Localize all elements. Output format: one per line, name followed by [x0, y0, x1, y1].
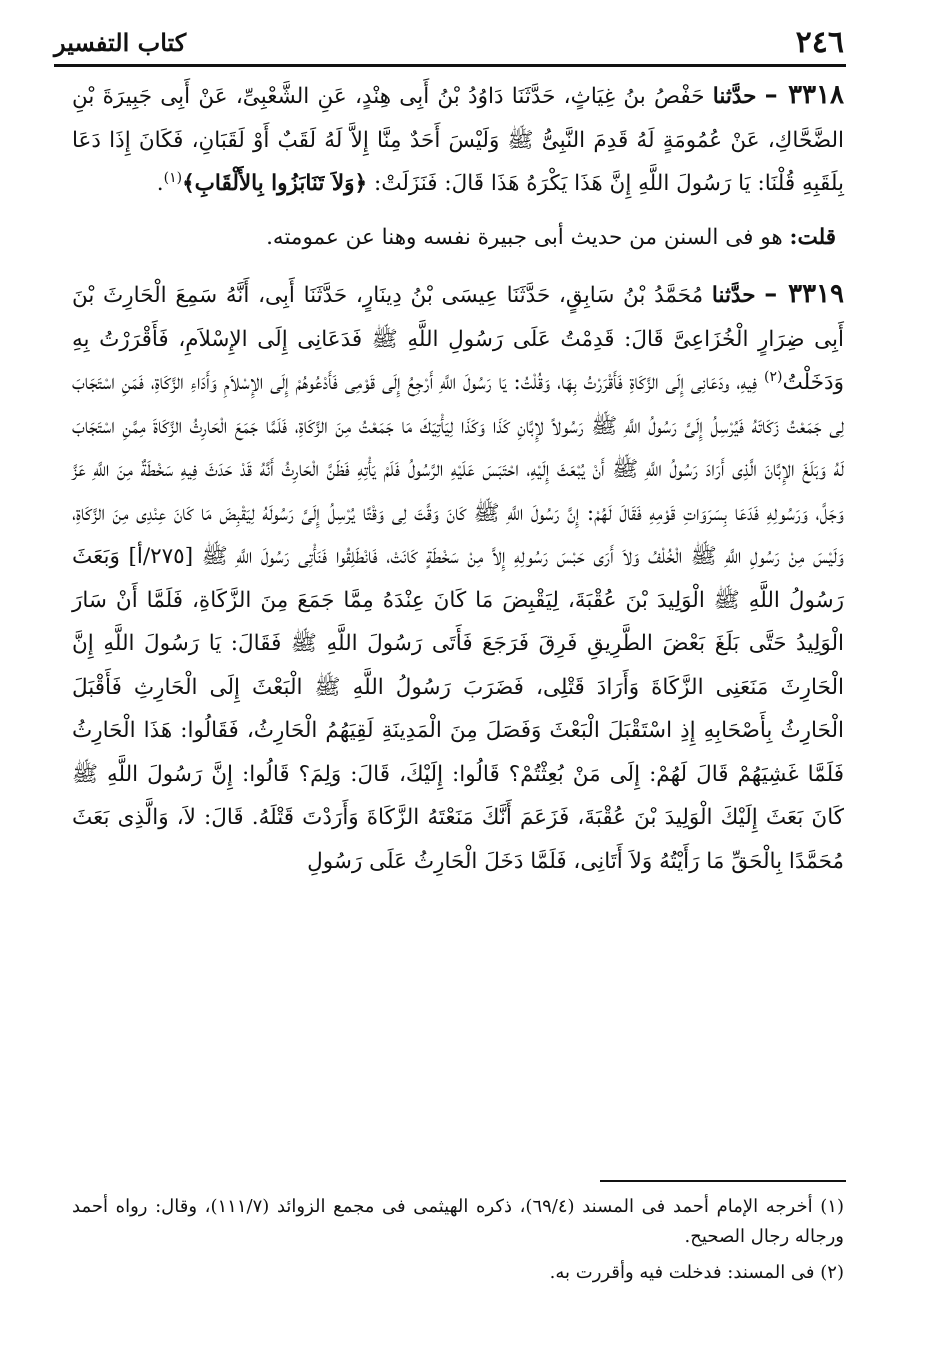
footnote-text: فى المسند: فدخلت فيه وأقررت به. — [549, 1262, 815, 1283]
main-text — [72, 74, 844, 883]
hadith-text-continued: فِيهِ، ودَعَانِى إِلَى الزَّكَاةِ فَأَقْرَرْتُ بِهَا، وَقُلْتُ: يَا رَسُولَ اللَّهِ أَرْجِعُ إِلَى قَوْمِى فَأَدْعُوهُمْ إِلَى الإِسْلاَمِ وَأَدَاءِ الزَّكَاةِ، فَمَنِ اسْتَجَابَ لِى جَمَعْتُ زَكَاتَهُ فَيُرْسِلُ إِلَىَّ رَسُولُ اللَّهِ ﷺ رَسُولاً لإِبَّانِ كَذَا وَكَذَا لِيَأْتِيَكَ مَا جَمَعْتُ مِنَ الزَّكَاةِ، فَلَمَّا جَمَعَ الْحَارِثُ الزَّكَاةَ مِمَّنِ اسْتَجَابَ لَهُ وَبَلَغَ الإِبَّانَ الَّذِى أَرَادَ رَسُولُ اللَّهِ ﷺ أَنْ يُبْعَثَ إِلَيْهِ، احْتَبَسَ عَلَيْهِ الرَّسُولُ فَلَمْ يَأْتِهِ فَظَنَّ الْحَارِثُ أَنَّهُ قَدْ حَدَثَ فِيهِ سَخْطَةٌ مِنَ اللَّهِ عَزَّ وَجَلَّ، وَرَسُولِهِ فَدَعَا بِسَرَوَاتِ قَوْمِهِ فَقَالَ لَهُمْ: إِنَّ رَسُولَ اللَّهِ ﷺ كَانَ وَقَّتَ لِى وَقْتًا يُرْسِلُ إِلَىَّ رَسُولَهُ لِيَقْبِضَ مَا كَانَ عِنْدِى مِنَ الزَّكَاةِ، وَلَيْسَ مِنْ رَسُولِ اللَّهِ ﷺ الْخُلْفُ وَلاَ أَرَى حَبْسَ رَسُولِهِ إِلاَّ مِنْ سَخْطَةٍ كَانَتْ، فَانْطَلِقُوا فَنَأْتِى رَسُولَ اللَّهِ ﷺ — [72, 370, 844, 569]
page-header — [54, 22, 844, 62]
footnotes — [72, 1192, 844, 1294]
hadith-text-continued-2: وَبَعَثَ رَسُولُ اللَّهِ ﷺ الْوَلِيدَ بْنَ عُقْبَةَ، لِيَقْبِضَ مَا كَانَ عِنْدَهُ مِمَّا جَمَعَ مِنَ الزَّكَاةِ، فَلَمَّا أَنْ سَارَ الْوَلِيدُ حَتَّى بَلَغَ بَعْضَ الطَّرِيقِ فَرِقَ فَرَجَعَ فَأَتَى رَسُولَ اللَّهِ ﷺ فَقَالَ: يَا رَسُولَ اللَّهِ إِنَّ الْحَارِثَ مَنَعَنِى الزَّكَاةَ وَأَرَادَ قَتْلِى، فَضَرَبَ رَسُولُ اللَّهِ ﷺ الْبَعْثَ إِلَى الْحَارِثِ فَأَقْبَلَ الْحَارِثُ بِأَصْحَابِهِ إِذِ اسْتَقْبَلَ الْبَعْثَ وَفَصَلَ مِنَ الْمَدِينَةِ لَقِيَهُمُ الْحَارِثُ، فَقَالُوا: هَذَا الْحَارِثُ فَلَمَّا غَشِيَهُمْ قَالَ لَهُمْ: إِلَى مَنْ بُعِثْتُمْ؟ قَالُوا: إِلَيْكَ، قَالَ: وَلِمَ؟ قَالُوا: إِنَّ رَسُولَ اللَّهِ ﷺ كَانَ بَعَثَ إِلَيْكَ الْوَلِيدَ بْنَ عُقْبَةَ، فَزَعَمَ أَنَّكَ مَنَعْتَهُ الزَّكَاةَ وَأَرَدْتَ قَتْلَهُ. قَالَ: لاَ، وَالَّذِى بَعَثَ مُحَمَّدًا بِالْحَقِّ مَا رَأَيْتُهُ وَلاَ أَتَانِى، فَلَمَّا دَخَلَ الْحَارِثُ عَلَى رَسُولِ — [72, 544, 844, 874]
quran-verse: ﴿وَلاَ تَنَابَزُوا بِالأَلْقَابِ﴾ — [182, 171, 368, 196]
hadith-end: . — [156, 171, 164, 196]
hadith-number: ٣٣١٩ – — [764, 279, 844, 309]
folio-marker: [٢٧٥/أ] — [128, 544, 194, 569]
editor-note — [72, 216, 844, 260]
header-rule — [54, 64, 846, 67]
page-number: ٢٤٦ — [795, 24, 844, 60]
footnote-ref-1[interactable]: (١) — [163, 169, 183, 186]
hadith-text: مُحَمَّدُ بْنُ سَابِقٍ، حَدَّثَنَا عِيسَى بْنُ دِينَارٍ، حَدَّثَنَا أَبِى، أَنَّهُ سَمِعَ الْحَارِثَ بْنَ أَبِى ضِرَارٍ الْخُزَاعِىَّ قَالَ: قَدِمْتُ عَلَى رَسُولِ اللَّهِ ﷺ فَدَعَانِى إِلَى الإِسْلاَمِ، فَأَقْرَرْتُ بِهِ وَدَخَلْتُ — [72, 283, 844, 395]
narration-keyword: حدَّثنا — [711, 283, 756, 308]
footnote-mark: (٢) — [820, 1262, 844, 1283]
narration-keyword: حدَّثنا — [712, 84, 757, 109]
note-label: قلت: — [789, 224, 836, 250]
footnote-text: أخرجه الإمام أحمد فى المسند (٦٩/٤)، ذكره الهيثمى فى مجمع الزوائد (١١١/٧)، وقال: رواه أحمد ورجاله رجال الصحيح. — [72, 1196, 844, 1247]
footnote-2 — [72, 1258, 844, 1288]
footnote-1 — [72, 1192, 844, 1252]
hadith-3319 — [72, 273, 844, 883]
footnote-ref-2[interactable]: (٢) — [764, 368, 783, 385]
hadith-3318 — [72, 74, 844, 206]
hadith-number: ٣٣١٨ – — [764, 80, 844, 110]
footnote-separator — [600, 1180, 846, 1182]
book-title: كتاب التفسير — [54, 27, 187, 57]
hadith-text: حَفْصُ بنُ غِيَاثٍ، حَدَّثَنَا دَاوُدُ بْنُ أَبِى هِنْدٍ، عَنِ الشَّعْبِىِّ، عَنْ أَبِى جَبِيرَةَ بْنِ الضَّحَّاكِ، عَنْ عُمُومَةٍ لَهُ قَدِمَ النَّبِىُّ ﷺ وَلَيْسَ أَحَدٌ مِنَّا إِلاَّ لَهُ لَقَبٌ أَوْ لَقَبَانِ، فَكَانَ إِذَا دَعَا بِلَقَبِهِ قُلْنَا: يَا رَسُولَ اللَّهِ إِنَّ هَذَا يَكْرَهُ هَذَا قَالَ: فَنَزَلَتْ: — [72, 84, 844, 196]
note-text: هو فى السنن من حديث أبى جبيرة نفسه وهنا عن عمومته. — [266, 224, 783, 250]
footnote-mark: (١) — [820, 1196, 844, 1217]
